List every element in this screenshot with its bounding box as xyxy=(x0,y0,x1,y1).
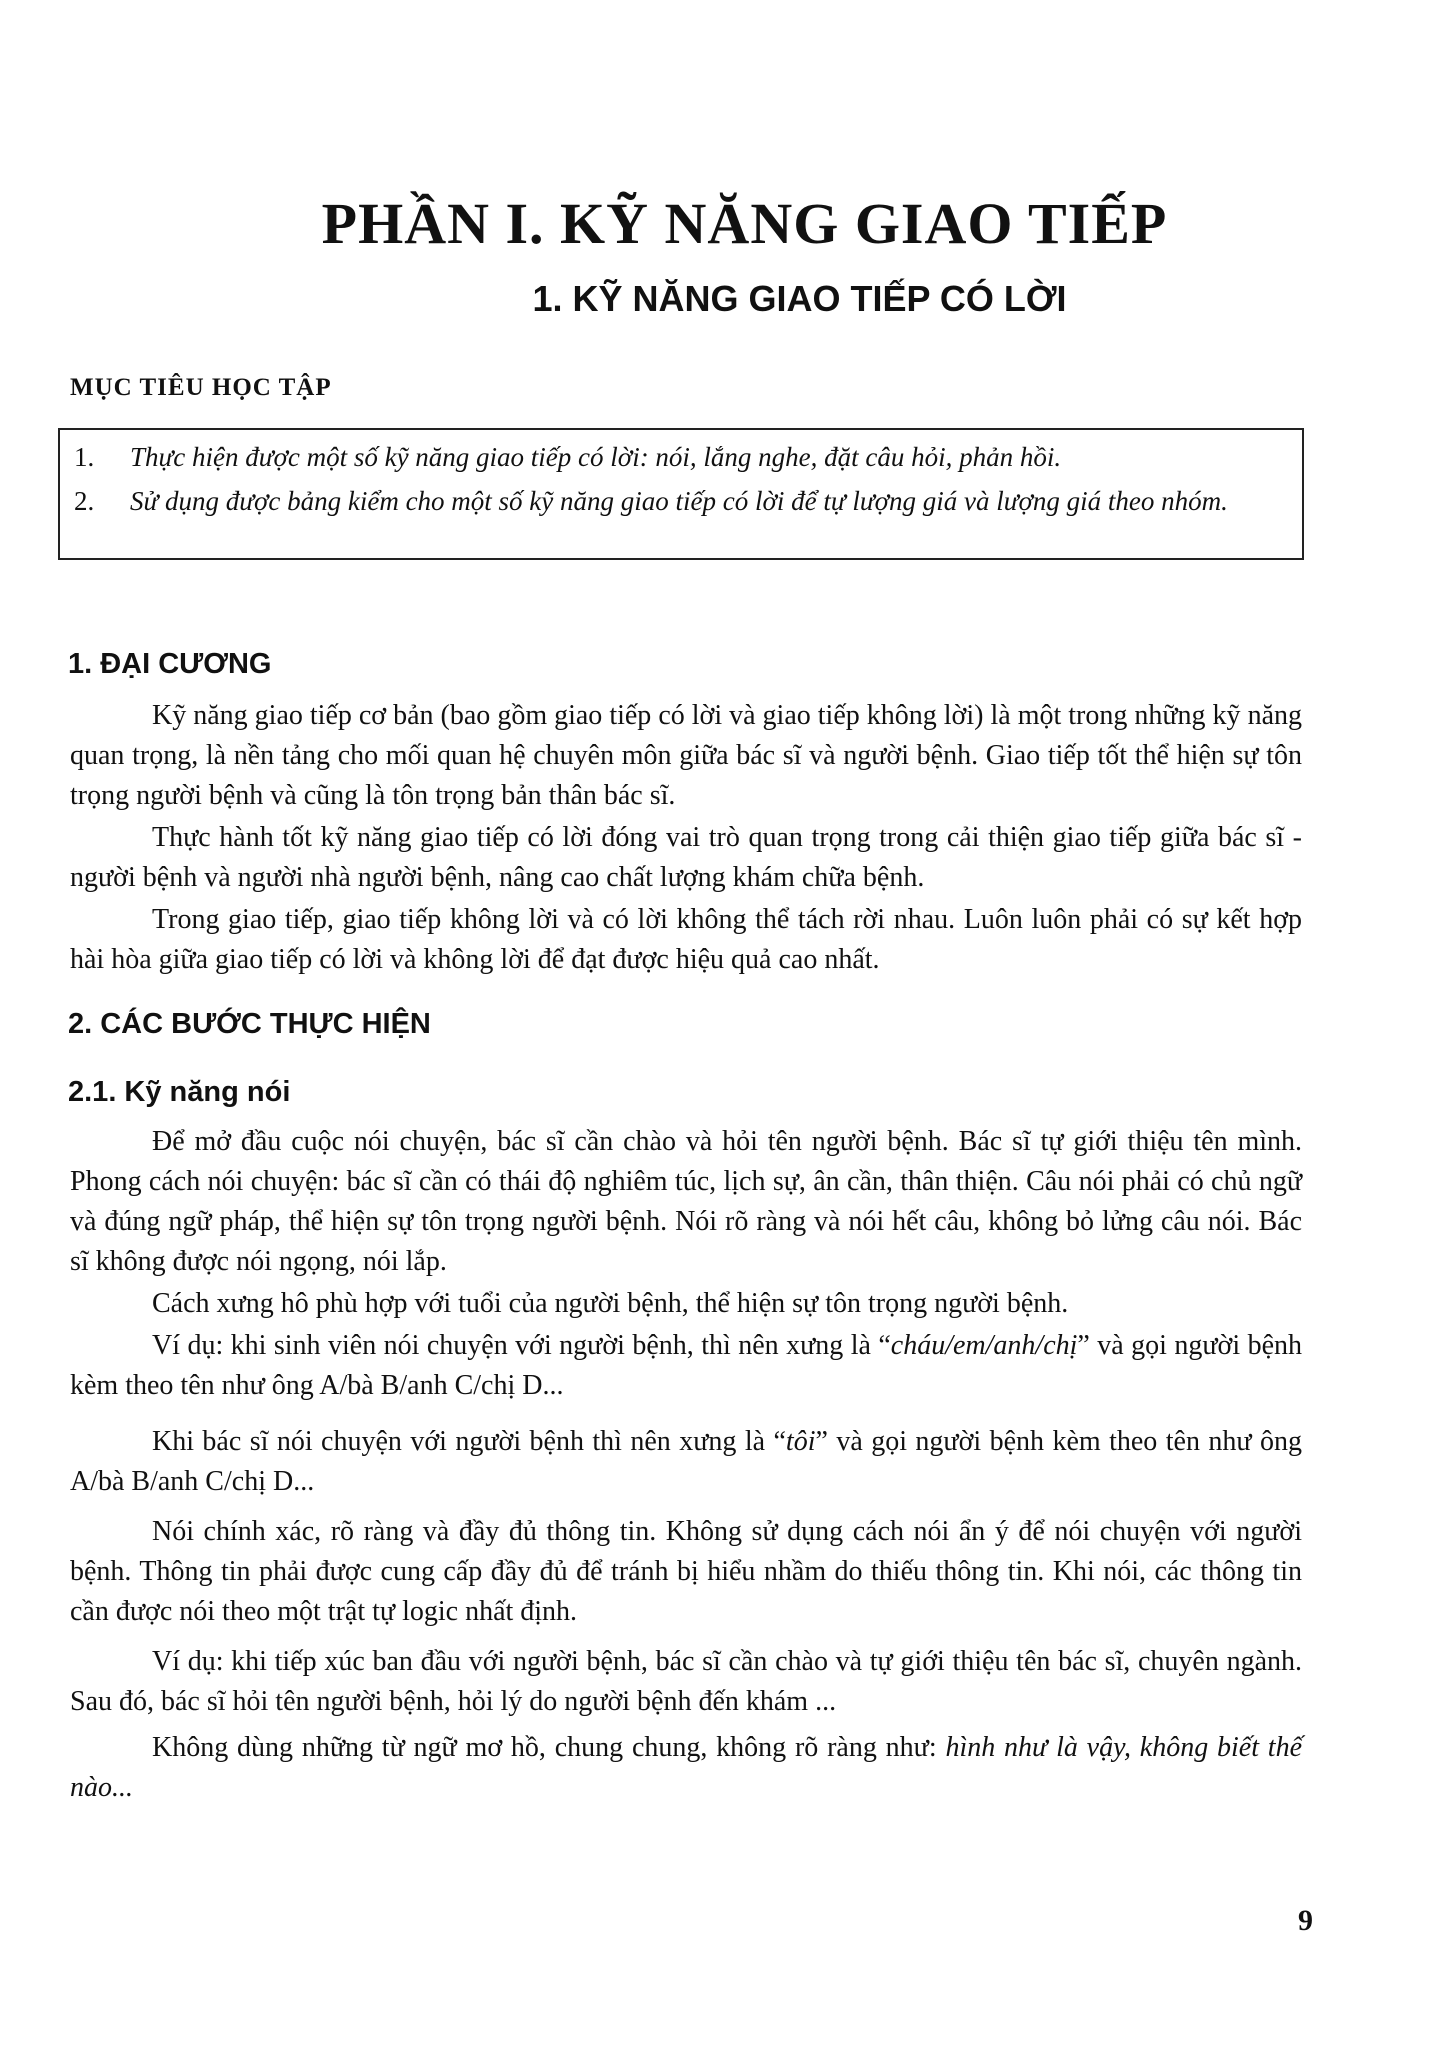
paragraph: Không dùng những từ ngữ mơ hồ, chung chung, không rõ ràng như: hình như là vậy, không biết thế nào... xyxy=(70,1732,1303,1803)
objectives-box xyxy=(58,428,1304,560)
objective-number: 1. xyxy=(74,442,95,472)
paragraph: Trong giao tiếp, giao tiếp không lời và có lời không thể tách rời nhau. Luôn luôn phải có sự kết hợp hài hòa giữa giao tiếp có lời và không lời để đạt được hiệu quả cao nhất. xyxy=(70,904,1302,975)
section-heading: 1. ĐẠI CƯƠNG xyxy=(68,648,272,680)
paragraph: Ví dụ: khi sinh viên nói chuyện với người bệnh, thì nên xưng là “cháu/em/anh/chị” và gọi người bệnh kèm theo tên như ông A/bà B/anh C/chị D... xyxy=(70,1330,1302,1401)
objective-text: Sử dụng được bảng kiểm cho một số kỹ năng giao tiếp có lời để tự lượng giá và lượng giá theo nhóm. xyxy=(130,486,1228,516)
paragraph: Nói chính xác, rõ ràng và đầy đủ thông tin. Không sử dụng cách nói ẩn ý để nói chuyện với người bệnh. Thông tin phải được cung cấp đầy đủ để tránh bị hiểu nhầm do thiếu thông tin. Khi nói, các thông tin cần được nói theo một trật tự logic nhất định. xyxy=(70,1516,1302,1627)
objective-text: Thực hiện được một số kỹ năng giao tiếp có lời: nói, lắng nghe, đặt câu hỏi, phản hồi. xyxy=(130,442,1062,472)
paragraph: Kỹ năng giao tiếp cơ bản (bao gồm giao tiếp có lời và giao tiếp không lời) là một trong những kỹ năng quan trọng, là nền tảng cho mối quan hệ chuyên môn giữa bác sĩ và người bệnh. Giao tiếp tốt thể hiện sự tôn trọng người bệnh và cũng là tôn trọng bản thân bác sĩ. xyxy=(70,700,1302,811)
page-number: 9 xyxy=(1298,1904,1313,1937)
paragraph: Ví dụ: khi tiếp xúc ban đầu với người bệnh, bác sĩ cần chào và tự giới thiệu tên bác sĩ, chuyên ngành. Sau đó, bác sĩ hỏi tên người bệnh, hỏi lý do người bệnh đến khám ... xyxy=(70,1646,1302,1717)
objectives-heading: MỤC TIÊU HỌC TẬP xyxy=(70,374,332,401)
objective-number: 2. xyxy=(74,486,95,516)
paragraph: Cách xưng hô phù hợp với tuổi của người bệnh, thể hiện sự tôn trọng người bệnh. xyxy=(152,1288,1069,1319)
chapter-title: 1. KỸ NĂNG GIAO TIẾP CÓ LỜI xyxy=(532,278,1067,319)
subsection-heading: 2.1. Kỹ năng nói xyxy=(68,1076,291,1108)
section-heading: 2. CÁC BƯỚC THỰC HIỆN xyxy=(68,1008,431,1040)
paragraph: Để mở đầu cuộc nói chuyện, bác sĩ cần chào và hỏi tên người bệnh. Bác sĩ tự giới thiệu tên mình. Phong cách nói chuyện: bác sĩ cần có thái độ nghiêm túc, lịch sự, ân cần, thân thiện. Câu nói phải có chủ ngữ và đúng ngữ pháp, thể hiện sự tôn trọng người bệnh. Nói rõ ràng và nói hết câu, không bỏ lửng câu nói. Bác sĩ không được nói ngọng, nói lắp. xyxy=(70,1126,1302,1277)
paragraph: Thực hành tốt kỹ năng giao tiếp có lời đóng vai trò quan trọng trong cải thiện giao tiếp giữa bác sĩ - người bệnh và người nhà người bệnh, nâng cao chất lượng khám chữa bệnh. xyxy=(70,822,1302,893)
paragraph: Khi bác sĩ nói chuyện với người bệnh thì nên xưng là “tôi” và gọi người bệnh kèm theo tên như ông A/bà B/anh C/chị D... xyxy=(70,1426,1302,1497)
part-title: PHẦN I. KỸ NĂNG GIAO TIẾP xyxy=(321,191,1168,256)
